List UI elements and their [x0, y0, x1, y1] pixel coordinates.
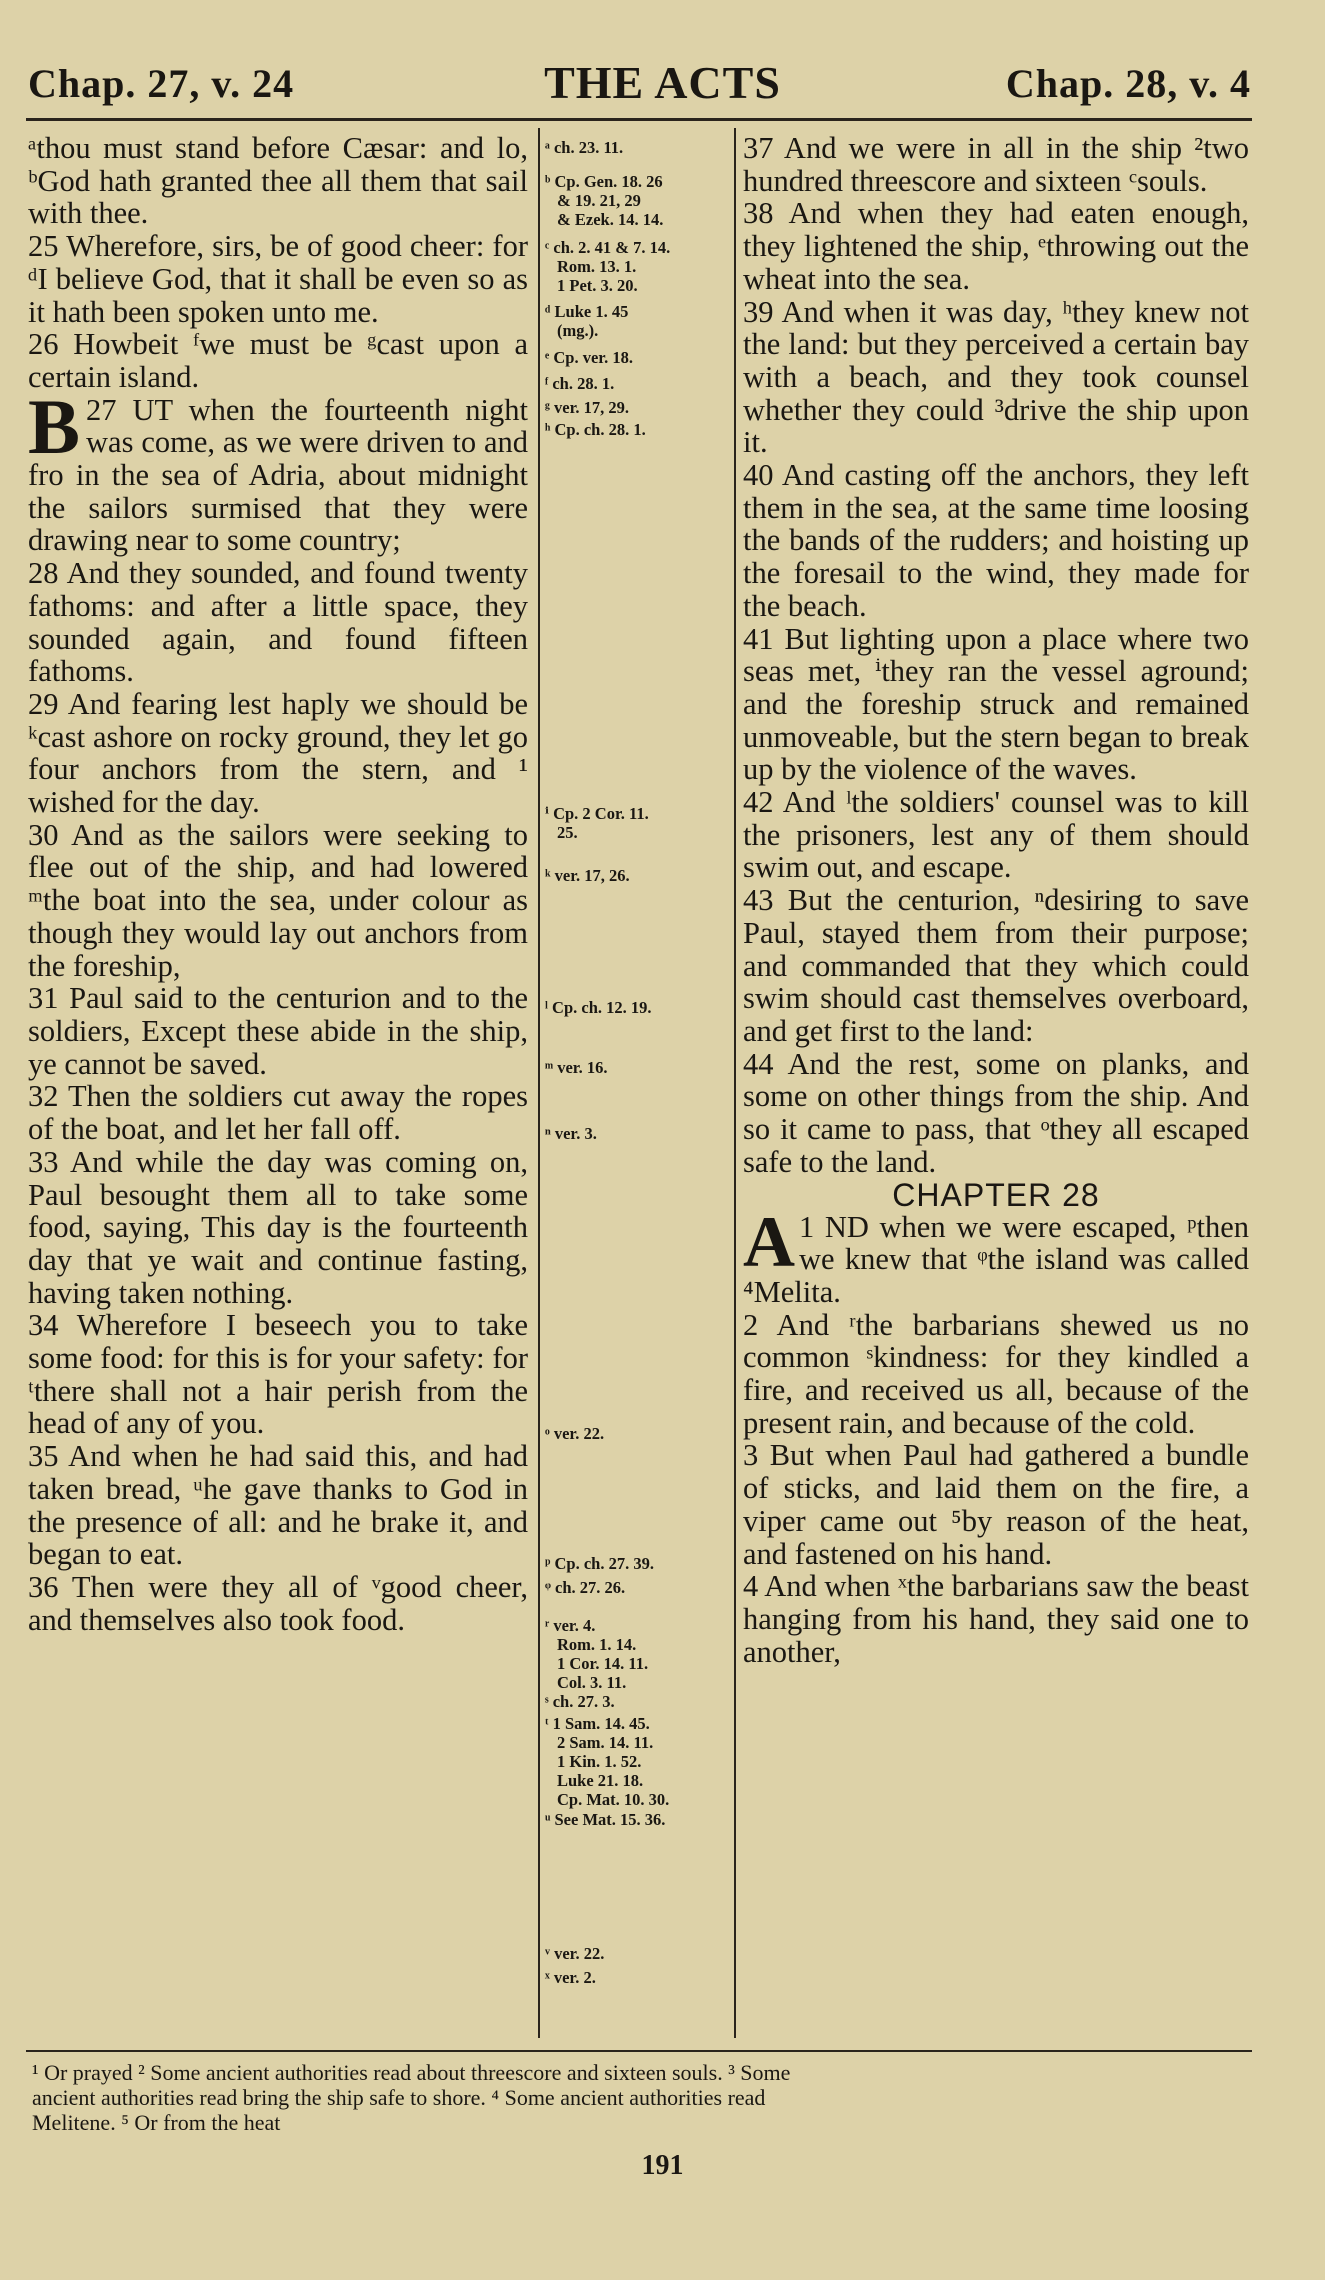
ref-d: ᵈ Luke 1. 45 (mg.). — [545, 302, 629, 340]
verse-27-text: UT when the fourteenth night was come, as we were driven to and fro in the sea of Adria, about midnight the sailors surmised that they were drawing near to some country; — [28, 392, 528, 558]
column-divider-left — [538, 128, 540, 2038]
verse-27 — [28, 382, 528, 558]
chapter-28-verse-1-text: ND when we were escaped, ᵖthen we knew that ᵠthe island was called ⁴Melita. — [743, 1209, 1249, 1309]
ref-m: ᵐ ver. 16. — [545, 1058, 608, 1077]
verse-28: 28 And they sounded, and found twenty fathoms: and after a little space, they sounded again, and found fifteen fathoms. — [28, 556, 528, 689]
ref-n: ⁿ ver. 3. — [545, 1124, 597, 1143]
ref-v: ᵛ ver. 22. — [545, 1944, 605, 1963]
verse-39: 39 And when it was day, ʰthey knew not the land: but they perceived a certain bay with a beach, and they took counsel whether they could ³drive the ship upon it. — [743, 294, 1249, 460]
page-number: 191 — [641, 2150, 684, 2181]
ref-a: ᵃ ch. 23. 11. — [545, 138, 624, 157]
ref-p: ᵖ Cp. ch. 27. 39. — [545, 1554, 654, 1573]
ref-f: ᶠ ch. 28. 1. — [545, 374, 615, 393]
ref-k: ᵏ ver. 17, 26. — [545, 866, 630, 885]
footnote-line-2: ancient authorities read bring the ship safe to shore. ⁴ Some ancient authorities read — [32, 2085, 766, 2110]
ref-o: ᵒ ver. 22. — [545, 1424, 605, 1443]
verse-number: 1 — [799, 1209, 815, 1244]
footnote-line-1: ¹ Or prayed ² Some ancient authorities read about threescore and sixteen souls. ³ Some — [32, 2060, 791, 2085]
verse-29: 29 And fearing lest haply we should be ᵏcast ashore on rocky ground, they let go four anchors from the stern, and ¹ wished for the day. — [28, 686, 528, 820]
header-left: Chap. 27, v. 24 — [28, 61, 295, 106]
ref-t: ᵗ 1 Sam. 14. 45. 2 Sam. 14. 11. 1 Kin. 1. 52. Luke 21. 18. Cp. Mat. 10. 30. — [545, 1714, 670, 1809]
verse-43: 43 But the centurion, ⁿdesiring to save Paul, stayed them from their purpose; and commanded that they which could swim should cast themselves overboard, and get first to the land: — [743, 883, 1249, 1048]
column-divider-right — [734, 128, 736, 2038]
verse-38: 38 And when they had eaten enough, they lightened the ship, ᵉthrowing out the wheat into the sea. — [743, 196, 1249, 296]
footnote-rule — [26, 2050, 1252, 2052]
verse-25: 25 Wherefore, sirs, be of good cheer: for ᵈI believe God, that it shall be even so as it hath been spoken unto me. — [28, 229, 528, 329]
verse-40: 40 And casting off the anchors, they left them in the sea, at the same time loosing the bands of the rudders; and hoisting up the foresail to the wind, they made for the beach. — [743, 458, 1249, 623]
header-right: Chap. 28, v. 4 — [1005, 61, 1251, 106]
ref-c: ᶜ ch. 2. 41 & 7. 14. Rom. 13. 1. 1 Pet. 3. 20. — [545, 238, 671, 295]
verse-36: 36 Then were they all of ᵛgood cheer, and themselves also took food. — [28, 1569, 528, 1637]
ref-u: ᵘ See Mat. 15. 36. — [545, 1810, 666, 1829]
verse-number: 27 — [86, 392, 117, 427]
ref-l: ˡ Cp. ch. 12. 19. — [545, 998, 652, 1017]
verse-26: 26 Howbeit ᶠwe must be ᵍcast upon a certain island. — [28, 327, 528, 394]
header-rule — [26, 118, 1252, 121]
ref-h: ʰ Cp. ch. 28. 1. — [545, 420, 646, 439]
verse-42: 42 And ˡthe soldiers' counsel was to kill the prisoners, lest any of them should swim out, and escape. — [743, 785, 1249, 885]
ref-r: ʳ ver. 4. Rom. 1. 14. 1 Cor. 14. 11. Col. 3. 11. — [545, 1616, 649, 1692]
verse-24-continued: ᵃthou must stand before Cæsar: and lo, ᵇGod hath granted thee all them that sail with thee. — [28, 131, 528, 231]
verse-44: 44 And the rest, some on planks, and some on other things from the ship. And so it came to pass, that ᵒthey all escaped safe to the land. — [743, 1046, 1249, 1179]
chapter-heading: CHAPTER 28 — [892, 1176, 1100, 1213]
chapter-28-verse-1 — [743, 1201, 1249, 1309]
chapter-28-verse-3: 3 But when Paul had gathered a bundle of sticks, and laid them on the fire, a viper came out ⁵by reason of the heat, and fastened on his hand. — [743, 1438, 1249, 1571]
verse-32: 32 Then the soldiers cut away the ropes of the boat, and let her fall off. — [28, 1079, 528, 1147]
chapter-28-verse-4: 4 And when ˣthe barbarians saw the beast hanging from his hand, they said one to another, — [743, 1569, 1249, 1669]
ref-i: ⁱ Cp. 2 Cor. 11. 25. — [545, 804, 649, 842]
ref-q: ᵠ ch. 27. 26. — [545, 1578, 626, 1597]
verse-34: 34 Wherefore I beseech you to take some food: for this is for your safety: for ᵗthere shall not a hair perish from the head of any of you. — [28, 1308, 528, 1441]
ref-g: ᵍ ver. 17, 29. — [545, 398, 630, 417]
chapter-28-verse-2: 2 And ʳthe barbarians shewed us no common ˢkindness: for they kindled a fire, and received us all, because of the present rain, and because of the cold. — [743, 1307, 1249, 1440]
ref-x: ˣ ver. 2. — [545, 1968, 596, 1987]
verse-31: 31 Paul said to the centurion and to the soldiers, Except these abide in the ship, ye cannot be saved. — [28, 981, 528, 1081]
verse-41: 41 But lighting upon a place where two seas met, ⁱthey ran the vessel aground; and the foreship struck and remained unmoveable, but the stern began to break up by the violence of the waves. — [743, 621, 1249, 787]
verse-37: 37 And we were in all in the ship ²two hundred threescore and sixteen ᶜsouls. — [743, 131, 1249, 198]
verse-33: 33 And while the day was coming on, Paul besought them all to take some food, saying, This day is the fourteenth day that ye wait and continue fasting, having taken nothing. — [28, 1144, 528, 1310]
right-text-column — [743, 132, 1249, 1668]
left-text-column — [28, 132, 528, 1636]
footnotes — [32, 2060, 1252, 2135]
header-title: THE ACTS — [544, 57, 781, 108]
ref-s: ˢ ch. 27. 3. — [545, 1692, 615, 1711]
ref-e: ᵉ Cp. ver. 18. — [545, 348, 633, 367]
drop-cap: B — [28, 382, 81, 470]
verse-30: 30 And as the sailors were seeking to flee out of the ship, and had lowered ᵐthe boat into the sea, under colour as though they would lay out anchors from the foreship, — [28, 817, 528, 983]
verse-35: 35 And when he had said this, and had taken bread, ᵘhe gave thanks to God in the presence of all: and he brake it, and began to eat. — [28, 1439, 528, 1572]
drop-cap: A — [743, 1201, 795, 1282]
footnote-line-3: Melitene. ⁵ Or from the heat — [32, 2110, 281, 2135]
ref-b: ᵇ Cp. Gen. 18. 26 & 19. 21, 29 & Ezek. 14. 14. — [545, 172, 664, 229]
